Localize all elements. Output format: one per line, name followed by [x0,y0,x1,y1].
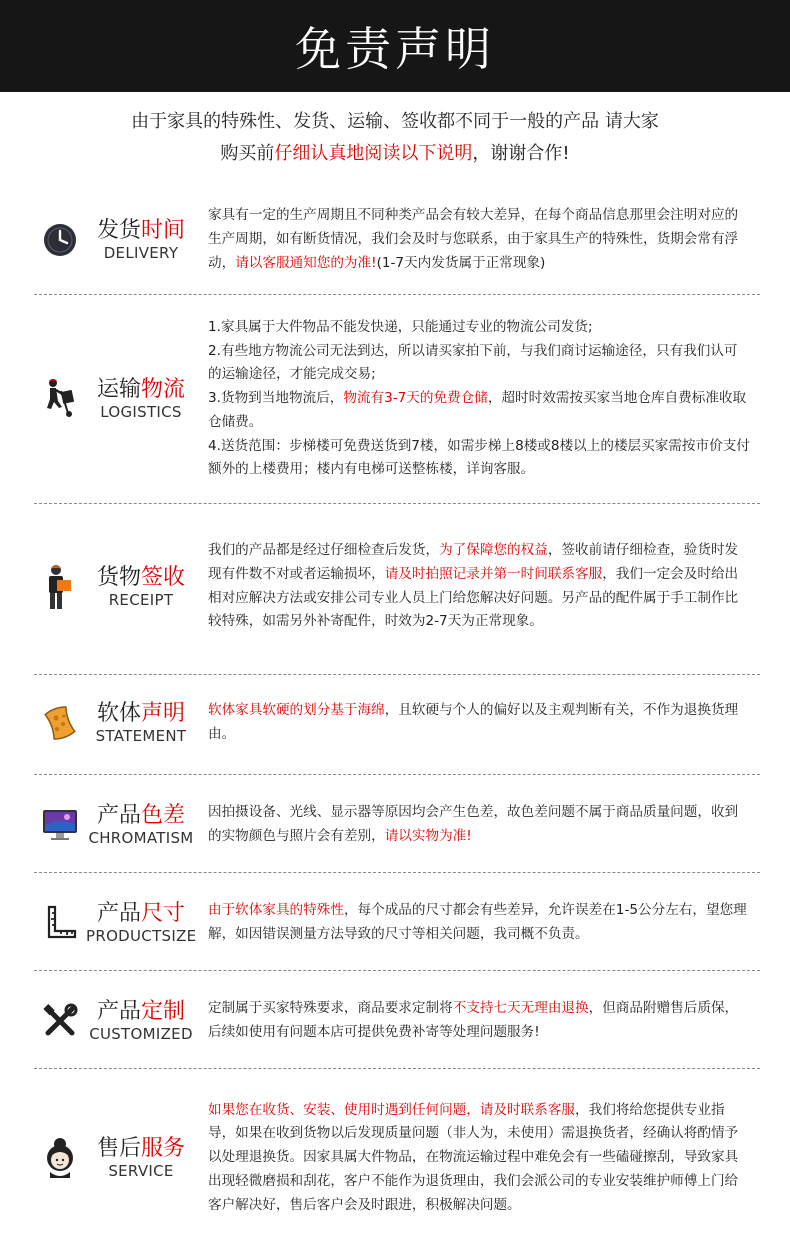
delivery-cart-icon [40,379,80,419]
customer-service-icon [40,1138,80,1178]
section-subtitle: CUSTOMIZED [89,1025,193,1043]
section-body [208,1099,750,1218]
section-label [34,803,198,847]
section-label [34,901,198,945]
section-title-highlight: 色差 [141,803,186,828]
section-chromatism [34,795,760,855]
section-subtitle: STATEMENT [95,727,187,745]
body-text: ，且软硬与个人的偏好以及主观判断有关，不作为退换货理由。 [208,702,739,742]
header-banner [0,0,790,92]
section-subtitle: PRODUCTSIZE [86,927,197,945]
section-customized [34,991,760,1051]
intro-line-2 [0,138,790,170]
body-text: ，每个成品的尺寸都会有些差异，允许误差在1-5公分左右，望您理解，如因错误测量方法导致的尺寸等相关问题，我司概不负责。 [208,902,747,942]
section-body [208,899,750,947]
body-text: ，我们一定会及时给出相对应解决方法或安排公司专业人员上门给您解决好问题。另产品的配件属于手工制作比较特殊，如需另外补寄配件，时效为2-7天为正常现象。 [208,565,739,630]
body-highlight: 请以客服通知您的为准! [235,254,377,271]
body-text: (1-7天内发货属于正常现象) [376,254,546,271]
sponge-icon [40,703,80,743]
section-body [208,801,750,849]
section-body [208,316,750,483]
section-label [34,565,198,609]
divider [34,774,760,775]
body-text: 定制属于买家特殊要求，商品要求定制将 [208,1000,453,1017]
person-package-icon [40,567,80,607]
body-highlight: 软体家具软硬的划分基于海绵 [208,702,385,719]
divider [34,872,760,873]
ruler-icon [40,903,80,943]
section-title: 运输 [96,377,141,402]
body-highlight: 不支持七天无理由退换 [452,1000,589,1017]
divider [34,1068,760,1069]
section-title-highlight: 服务 [141,1136,186,1161]
tools-icon [40,1001,80,1041]
section-subtitle: RECEIPT [108,590,174,609]
section-subtitle: CHROMATISM [88,829,194,847]
body-highlight: 如果您在收货、安装、使用时遇到任何问题，请及时联系客服 [208,1101,576,1118]
section-label [34,377,198,421]
body-highlight: 物流有3-7天的免费仓储 [343,390,488,407]
intro [0,92,790,184]
body-text: ，我们将给您提供专业指导，如果在收到货物以后发现质量问题（非人为，未使用）需退换货者，经确认将酌情予以处理退换货。因家具属大件物品，在物流运输过程中难免会有一些磕碰擦刮，导致家具出现轻微磨损和刮花，客户不能作为退货理由，我们会派公司的专业安装维护师傅上门给客户解决好，售后客户会及时跟进，积极解决问题。 [208,1101,739,1213]
body-highlight: 请及时拍照记录并第一时间联系客服 [384,565,603,582]
divider [34,503,760,504]
divider [34,674,760,675]
divider [34,970,760,971]
section-title-highlight: 签收 [141,564,186,590]
section-title: 货物 [96,564,141,590]
section-title: 产品 [96,999,141,1024]
section-title: 产品 [96,803,141,828]
intro-suffix: ，谢谢合作! [472,143,570,164]
divider [34,294,760,295]
section-title: 售后 [96,1136,141,1161]
body-line: 4.送货范围：步梯楼可免费送货到7楼，如需步梯上8楼或8楼以上的楼层买家需按市价支付额外的上楼费用；楼内有电梯可送整栋楼，详询客服。 [208,437,750,478]
section-label [34,701,198,745]
body-text: 家具有一定的生产周期且不同种类产品会有较大差异，在每个商品信息那里会注明对应的生产周期，如有断货情况，我们会及时与您联系，由于家具生产的特殊性，货期会常有浮动， [208,207,739,271]
section-subtitle: SERVICE [108,1162,174,1180]
body-text: ，但商品附赠售后质保，后续如使用有问题本店可提供免费补寄等处理问题服务! [208,1000,739,1040]
section-title-highlight: 物流 [141,377,186,402]
section-label [34,1136,198,1180]
section-title-highlight: 定制 [141,999,186,1024]
section-title-highlight: 时间 [141,218,186,243]
section-title: 发货 [96,218,141,243]
body-highlight: 请以实物为准! [384,828,472,844]
body-highlight: 为了保障您的权益 [439,541,548,558]
section-body [208,997,750,1045]
section-receipt [34,521,760,652]
section-service [34,1083,760,1233]
intro-highlight: 仔细认真地阅读以下说明 [274,143,473,164]
section-subtitle: DELIVERY [103,244,179,262]
body-line: 2.有些地方物流公司无法到达，所以请买家拍下前，与我们商讨运输途径，只有我们认可的运输途径，才能完成交易; [208,342,738,383]
section-title: 产品 [96,901,141,926]
section-title-highlight: 尺寸 [141,901,186,926]
body-line: 1.家具属于大件物品不能发快递，只能通过专业的物流公司发货; [208,318,593,335]
body-text: ，超时时效需按买家当地仓库自费标准收取仓储费。 [208,390,747,430]
clock-icon [40,220,80,260]
intro-line-1: 由于家具的特殊性、发货、运输、签收都不同于一般的产品 请大家 [131,111,659,132]
body-text: 3.货物到当地物流后， [208,390,344,407]
page-title: 免责声明 [295,22,495,76]
section-logistics [34,311,760,487]
section-subtitle: LOGISTICS [100,403,182,421]
section-title-highlight: 声明 [141,701,186,726]
body-highlight: 由于软体家具的特殊性 [208,902,344,919]
body-text: 我们的产品都是经过仔细检查后发货， [208,541,440,558]
intro-prefix: 购买前 [220,143,275,164]
section-statement [34,693,760,753]
section-title: 软体 [96,701,141,726]
section-body [208,539,750,634]
section-delivery [34,200,760,280]
section-label [34,999,198,1043]
body-text: 因拍摄设备、光线、显示器等原因均会产生色差，故色差问题不属于商品质量问题，收到的实物颜色与照片会有差别， [208,804,739,844]
body-text: ，签收前请仔细检查，验货时发现有件数不对或者运输损坏， [208,541,739,582]
body-line [208,387,750,435]
section-body [208,204,750,275]
monitor-icon [40,805,80,845]
section-productsize [34,893,760,953]
section-body [208,699,750,747]
section-label [34,218,198,262]
